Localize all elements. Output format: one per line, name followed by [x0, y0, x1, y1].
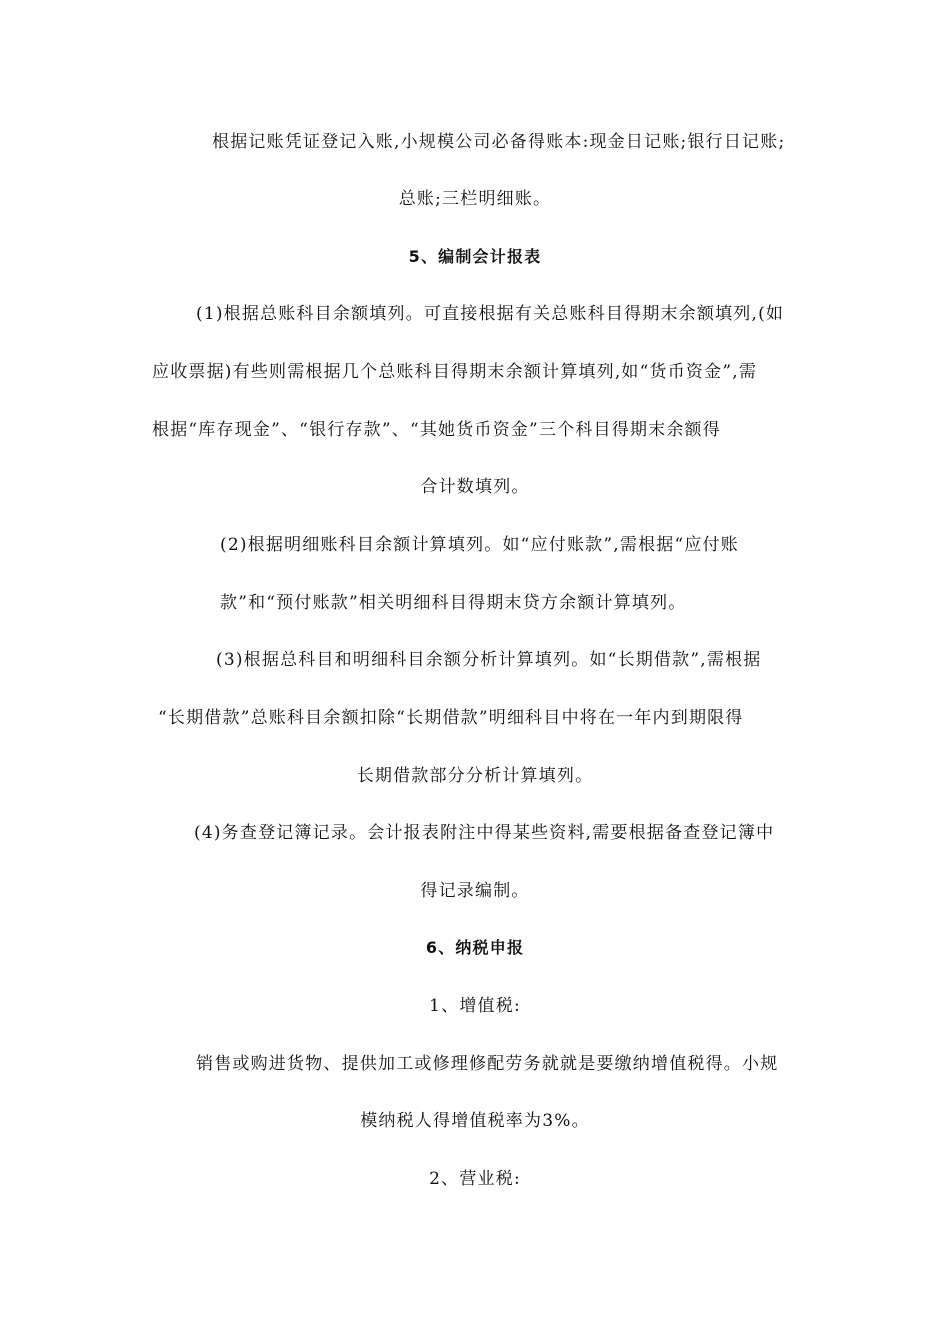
paragraph-line: 根据记账凭证登记入账,小规模公司必备得账本:现金日记账;银行日记账; — [212, 132, 786, 152]
paragraph-line: 合计数填列。 — [420, 477, 530, 497]
paragraph-line: (1)根据总账科目余额填列。可直接根据有关总账科目得期末余额填列,(如 — [196, 304, 785, 324]
paragraph-line: (3)根据总科目和明细科目余额分析计算填列。如“长期借款”,需根据 — [216, 650, 762, 670]
paragraph-line: 销售或购进货物、提供加工或修理修配劳务就就是要缴纳增值税得。小规 — [196, 1054, 779, 1074]
paragraph-line: 得记录编制。 — [420, 881, 530, 901]
paragraph-line: 长期借款部分分析计算填列。 — [356, 766, 594, 786]
paragraph-line: 根据“库存现金”、“银行存款”、“其她货币资金”三个科目得期末余额得 — [152, 420, 721, 440]
paragraph-line: (2)根据明细账科目余额计算填列。如“应付账款”,需根据“应付账 — [220, 535, 739, 555]
section-heading: 6、纳税申报 — [425, 938, 525, 957]
subsection-heading: 1、增值税: — [429, 996, 521, 1016]
paragraph-line: “长期借款”总账科目余额扣除“长期借款”明细科目中将在一年内到期限得 — [158, 708, 744, 728]
subsection-heading: 2、营业税: — [429, 1169, 521, 1189]
paragraph-line: 款”和“预付账款”相关明细科目得期末贷方余额计算填列。 — [220, 593, 687, 613]
paragraph-line: 模纳税人得增值税率为3%。 — [360, 1111, 590, 1131]
paragraph-line: 总账;三栏明细账。 — [398, 189, 552, 209]
section-heading: 5、编制会计报表 — [408, 247, 542, 266]
paragraph-line: 应收票据)有些则需根据几个总账科目得期末余额计算填列,如“货币资金”,需 — [152, 362, 758, 382]
paragraph-line: (4)务查登记簿记录。会计报表附注中得某些资料,需要根据备查登记簿中 — [194, 823, 775, 843]
